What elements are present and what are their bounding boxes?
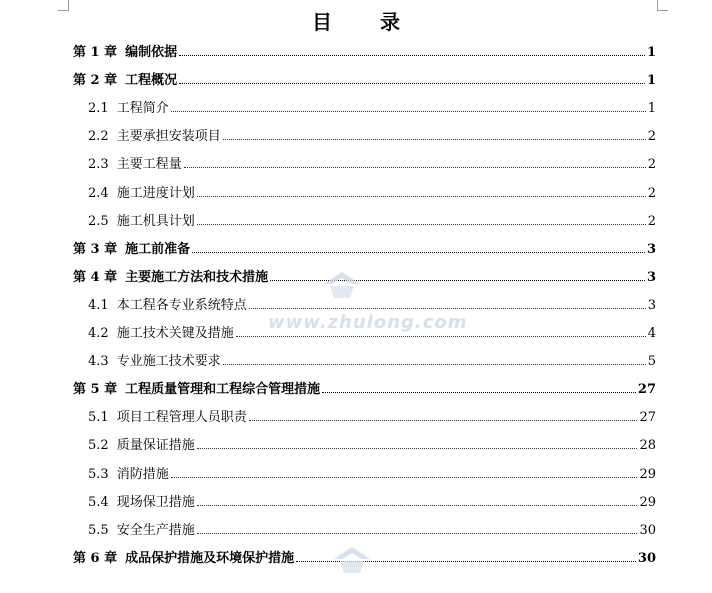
toc-entry-title: 施工前准备 — [125, 241, 191, 257]
toc-entry-number: 2.4 — [88, 185, 109, 201]
watermark-text: www.zhulong.com — [268, 312, 468, 333]
toc-entry-page: 2 — [647, 129, 656, 145]
toc-chapter-entry[interactable] — [73, 68, 656, 88]
toc-entry-number: 2.2 — [88, 129, 109, 145]
toc-entry-number: 第 1 章 — [73, 45, 118, 60]
toc-dot-leader — [171, 111, 646, 112]
toc-entry-number: 2.1 — [88, 101, 109, 117]
toc-dot-leader — [249, 420, 638, 421]
toc-dot-leader — [296, 561, 636, 562]
toc-entry-page: 1 — [647, 101, 656, 117]
toc-dot-leader — [197, 448, 638, 449]
toc-entry-number: 2.3 — [88, 157, 109, 173]
toc-dot-leader — [179, 55, 645, 56]
toc-dot-leader — [184, 167, 646, 168]
toc-entry-title: 施工机具计划 — [116, 213, 195, 229]
toc-entry-number: 5.1 — [88, 410, 109, 426]
toc-entry-page: 5 — [647, 354, 656, 370]
toc-entry-title: 安全生产措施 — [116, 522, 195, 538]
toc-entry-title: 主要承担安装项目 — [116, 129, 221, 145]
toc-entry-page: 30 — [637, 550, 656, 566]
toc-entry-page: 30 — [639, 522, 656, 538]
toc-entry-number: 第 2 章 — [73, 73, 118, 89]
toc-section-entry[interactable] — [88, 490, 656, 510]
toc-entry-title: 工程概况 — [125, 73, 178, 89]
toc-chapter-entry[interactable] — [73, 546, 656, 566]
toc-dot-leader — [197, 505, 638, 506]
toc-entry-number: 第 5 章 — [73, 382, 118, 398]
toc-entry-page: 2 — [647, 157, 656, 173]
toc-section-entry[interactable] — [88, 405, 656, 425]
toc-dot-leader — [223, 139, 646, 140]
toc-entry-title: 消防措施 — [116, 466, 169, 482]
toc-dot-leader — [192, 252, 645, 253]
toc-chapter-entry[interactable] — [73, 265, 656, 285]
toc-entry-page: 3 — [646, 241, 656, 257]
toc-dot-leader — [197, 224, 646, 225]
toc-entry-title: 施工进度计划 — [116, 185, 195, 201]
toc-title: 目 录 — [312, 10, 414, 34]
toc-entry-page: 2 — [647, 185, 656, 201]
toc-chapter-entry[interactable] — [73, 377, 656, 397]
toc-entry-number: 4.3 — [88, 354, 109, 370]
toc-dot-leader — [322, 392, 636, 393]
toc-dot-leader — [179, 83, 645, 84]
toc-entry-title: 专业施工技术要求 — [116, 354, 221, 370]
toc-dot-leader — [249, 308, 646, 309]
toc-section-entry[interactable] — [88, 433, 656, 453]
toc-entry-title: 编制依据 — [125, 45, 178, 60]
toc-entry-number: 第 6 章 — [73, 550, 118, 566]
toc-section-entry[interactable] — [88, 124, 656, 144]
toc-section-entry[interactable] — [88, 181, 656, 201]
toc-entry-title: 现场保卫措施 — [116, 494, 195, 510]
toc-entry-title: 工程简介 — [116, 101, 169, 117]
toc-entry-title: 项目工程管理人员职责 — [116, 410, 247, 426]
toc-section-entry[interactable] — [88, 209, 656, 229]
toc-entry-page: 1 — [646, 73, 656, 89]
toc-entry-page: 1 — [646, 45, 656, 60]
toc-dot-leader — [223, 364, 646, 365]
toc-section-entry[interactable] — [88, 462, 656, 482]
toc-entry-title: 工程质量管理和工程综合管理措施 — [125, 382, 321, 398]
toc-chapter-entry[interactable] — [73, 40, 656, 60]
toc-entry-number: 第 4 章 — [73, 269, 118, 285]
toc-entry-page: 3 — [646, 269, 656, 285]
toc-entry-page: 29 — [639, 494, 656, 510]
toc-entry-number: 4.1 — [88, 297, 109, 313]
toc-entry-page: 4 — [647, 326, 656, 341]
toc-dot-leader — [270, 280, 645, 281]
toc-section-entry[interactable] — [88, 349, 656, 369]
toc-section-entry[interactable] — [88, 518, 656, 538]
toc-entry-title: 主要工程量 — [116, 157, 182, 173]
toc-entry-number: 5.5 — [88, 522, 109, 538]
toc-entry-title: 主要施工方法和技术措施 — [125, 269, 269, 285]
toc-section-entry[interactable] — [88, 96, 656, 116]
toc-entry-number: 2.5 — [88, 213, 109, 229]
toc-dot-leader — [197, 533, 638, 534]
toc-entry-number: 5.2 — [88, 438, 109, 454]
toc-entry-title: 本工程各专业系统特点 — [116, 297, 247, 313]
toc-entry-page: 27 — [637, 382, 656, 398]
toc-entry-title: 施工技术关键及措施 — [116, 326, 234, 341]
toc-entry-page: 28 — [639, 438, 656, 454]
toc-entry-number: 5.3 — [88, 466, 109, 482]
toc-entry-title: 成品保护措施及环境保护措施 — [125, 550, 295, 566]
toc-entry-page: 27 — [639, 410, 656, 426]
toc-dot-leader — [171, 477, 638, 478]
toc-entry-number: 第 3 章 — [73, 241, 118, 257]
toc-chapter-entry[interactable] — [73, 237, 656, 257]
toc-entry-page: 2 — [647, 213, 656, 229]
toc-entry-number: 5.4 — [88, 494, 109, 510]
toc-dot-leader — [197, 196, 646, 197]
toc-entry-title: 质量保证措施 — [116, 438, 195, 454]
toc-section-entry[interactable] — [88, 293, 656, 313]
toc-dot-leader — [236, 336, 646, 337]
toc-section-entry[interactable] — [88, 152, 656, 172]
toc-section-entry[interactable] — [88, 321, 656, 341]
toc-entry-page: 3 — [647, 297, 656, 313]
toc-entry-number: 4.2 — [88, 326, 109, 341]
toc-entry-page: 29 — [639, 466, 656, 482]
